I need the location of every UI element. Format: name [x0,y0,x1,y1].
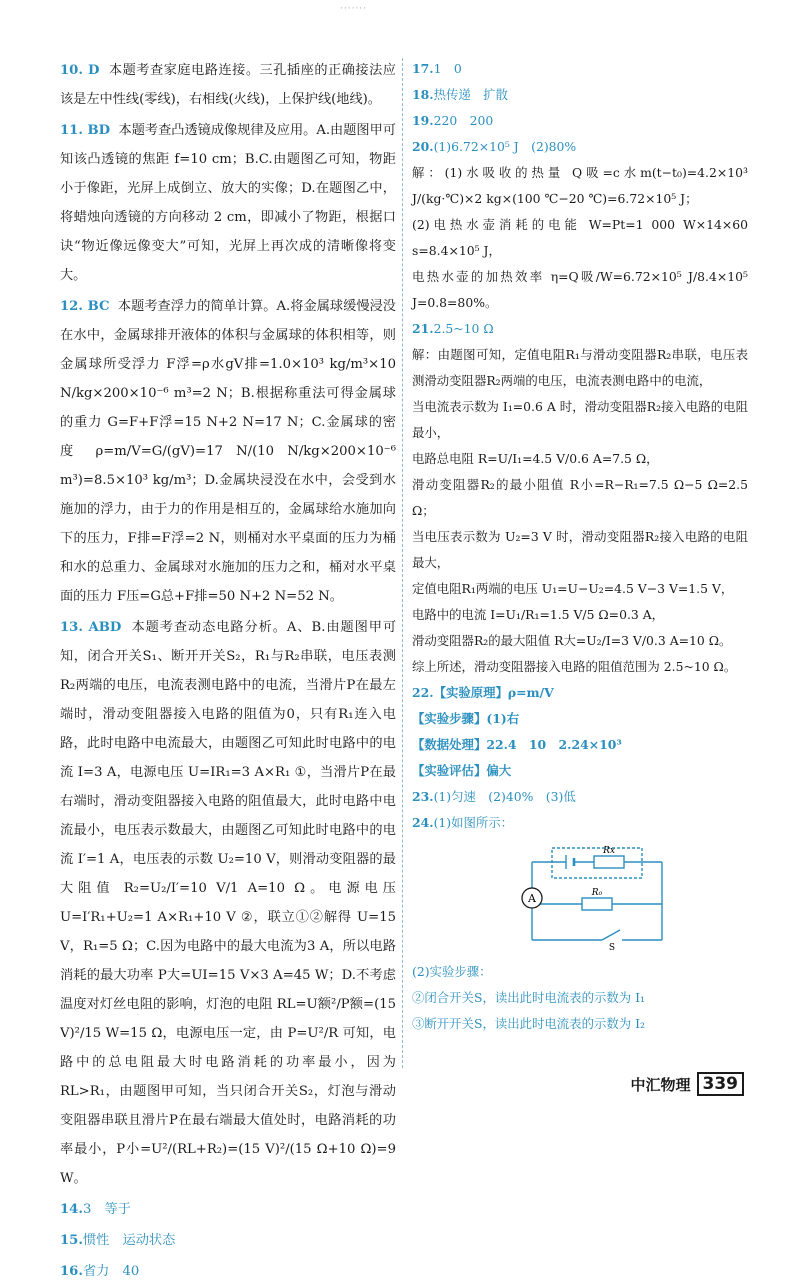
answer-item: 17.1 0 [412,61,462,76]
answer-item: 18.热传递 扩散 [412,87,508,102]
item-text: 惯性 运动状态 [82,1233,176,1248]
column-divider [402,58,403,1068]
solution-line: 【数据处理】22.4 10 2.24×10³ [412,737,622,752]
top-mark: ······· [340,4,368,14]
answer-item [60,613,396,1193]
solution-line: 当电流表示数为 I₁=0.6 A 时，滑动变阻器R₂接入电路的电阻最小， [412,399,748,440]
item-text: 省力 40 [82,1264,140,1279]
answer-item: 19.220 200 [412,113,494,128]
solution-line: 电路总电阻 R=U/I₁=4.5 V/0.6 A=7.5 Ω， [412,451,659,466]
r0-resistor [582,898,612,910]
item-text: 本题考查凸透镜成像规律及应用。A.由题图甲可知该凸透镜的焦距 f=10 cm；B.C.由题图乙可知，物距小于像距，光屏上成倒立、放大的实像；D.在题图乙中，将蜡烛向透镜的方向移动 2 cm，即减小了物距，根据口诀“物近像远像变大”可知，光屏上再次成的清晰像将变大。 [60,123,396,283]
switch-label: S [608,943,616,950]
item-number: 10. D [60,63,100,78]
circuit-diagram [512,840,682,950]
answer-item [60,292,396,611]
item-number: 11. BD [60,123,111,138]
rx-resistor [594,856,624,868]
solution-line: 滑动变阻器R₂的最小阻值 R小=R−R₁=7.5 Ω−5 Ω=2.5 Ω； [412,477,748,518]
answer-item [60,1195,396,1224]
solution-line: 电热水壶的加热效率 η=Q吸/W=6.72×10⁵ J/8.4×10⁵ J=0.8=80%。 [412,269,748,310]
solution-line: (2)电热水壶消耗的电能 W=Pt=1 000 W×14×60 s=8.4×10⁵ J， [412,217,748,258]
page-number: 339 [697,1072,745,1096]
item-text: 本题考查浮力的简单计算。A.将金属球缓慢浸没在水中，金属球排开液体的体积与金属球的体积相等，则金属球所受浮力 F浮=ρ水gV排=1.0×10³ kg/m³×10 N/kg×200×10⁻⁶ m³=2 N；B.根据称重法可得金属球的重力 G=F+F浮=15 N+2 N=17 N；C.金属球的密度 ρ=m/V=G/(gV)=17 N/(10 N/kg×200×10⁻⁶ m³)=8.5×10³ kg/m³；D.金属块浸没在水中，会受到水施加的浮力，由于力的作用是相互的，金属球给水施加向下的压力，F排=F浮=2 N，则桶对水平桌面的压力为桶和水的总重力、金属球对水施加的压力之和，桶对水平桌面的压力 F压=G总+F排=50 N+2 N=52 N。 [60,299,396,604]
solution-line: ③断开开关S，读出此时电流表的示数为 I₂ [412,1016,645,1031]
solution-line: 【实验步骤】(1)右 [412,711,520,726]
page-footer [630,1072,744,1096]
answer-item [60,1257,396,1286]
solution-line: 【实验评估】偏大 [412,763,512,778]
answer-item: 24.(1)如图所示： [412,815,514,830]
rx-label: Rx [603,846,615,856]
item-number: 12. BC [60,299,110,314]
answer-item: 22.【实验原理】ρ=m/V [412,685,554,700]
answer-item [60,56,396,114]
brand-label: 中汇物理 [630,1075,691,1094]
r0-label: R₀ [591,888,603,898]
item-number: 15. [60,1233,83,1248]
solution-line: 滑动变阻器R₂的最大阻值 R大=U₂/I=3 V/0.3 A=10 Ω。 [412,633,732,648]
solution-line: ②闭合开关S，读出此时电流表的示数为 I₁ [412,990,645,1005]
answer-item [60,116,396,290]
item-text: 3 等于 [82,1202,131,1217]
solution-line: (2)实验步骤： [412,964,492,979]
solution-line: 解：由题图可知，定值电阻R₁与滑动变阻器R₂串联，电压表测滑动变阻器R₂两端的电压，电流表测电路中的电流， [412,347,748,388]
answer-item: 23.(1)匀速 (2)40% (3)低 [412,789,576,804]
answer-item [60,1226,396,1255]
item-number: 14. [60,1202,83,1217]
item-number: 16. [60,1264,83,1279]
right-column [412,56,748,1037]
item-number: 13. ABD [60,620,122,635]
solution-line: 当电压表示数为 U₂=3 V 时，滑动变阻器R₂接入电路的电阻最大， [412,529,748,570]
item-text: 本题考查家庭电路连接。三孔插座的正确接法应该是左中性线(零线)，右相线(火线)，上保护线(地线)。 [60,63,396,107]
solution-line: 定值电阻R₁两端的电压 U₁=U−U₂=4.5 V−3 V=1.5 V， [412,581,734,596]
answer-item: 20.(1)6.72×10⁵ J (2)80% [412,139,577,154]
solution-line: 电路中的电流 I=U₁/R₁=1.5 V/5 Ω=0.3 A， [412,607,665,622]
left-column [60,56,396,1288]
solution-line: 解：(1)水吸收的热量 Q吸=c水m(t−t₀)=4.2×10³ J/(kg·℃)×2 kg×(100 ℃−20 ℃)=6.72×10⁵ J； [412,165,748,206]
item-text: 本题考查动态电路分析。A、B.由题图甲可知，闭合开关S₁、断开开关S₂，R₁与R₂串联，电压表测R₂两端的电压，电流表测电路中的电流，当滑片P在最左端时，滑动变阻器接入电路的阻值为0，只有R₁连入电路，此时电路中电流最大，由题图乙可知此时电路中的电流 I=3 A，电源电压 U=IR₁=3 A×R₁ ①，当滑片P在最右端时，滑动变阻器接入电路的阻值最大，此时电路中电流最小，电压表示数最大，由题图乙可知此时电路中的电流 I′=1 A，电压表的示数 U₂=10 V，则滑动变阻器的最大阻值 R₂=U₂/I′=10 V/1 A=10 Ω。电源电压 U=I′R₁+U₂=1 A×R₁+10 V ②，联立①②解得 U=15 V，R₁=5 Ω；C.因为电路中的最大电流为3 A，所以电路消耗的最大功率 P大=UI=15 V×3 A=45 W；D.不考虑温度对灯丝电阻的影响，灯泡的电阻 RL=U额²/P额=(15 V)²/15 W=15 Ω，电源电压一定，由 P=U²/R 可知，电路中的总电阻最大时电路消耗的功率最小，因为 RL>R₁，由题图甲可知，当只闭合开关S₂，灯泡与滑动变阻器串联且滑片P在最右端最大值处时，电路消耗的功率最小，P小=U²/(RL+R₂)=(15 V)²/(15 Ω+10 Ω)=9 W。 [60,620,397,1186]
solution-line: 综上所述，滑动变阻器接入电路的阻值范围为 2.5~10 Ω。 [412,659,737,674]
ammeter-label: A [528,892,536,905]
answer-item: 21.2.5~10 Ω [412,321,494,336]
